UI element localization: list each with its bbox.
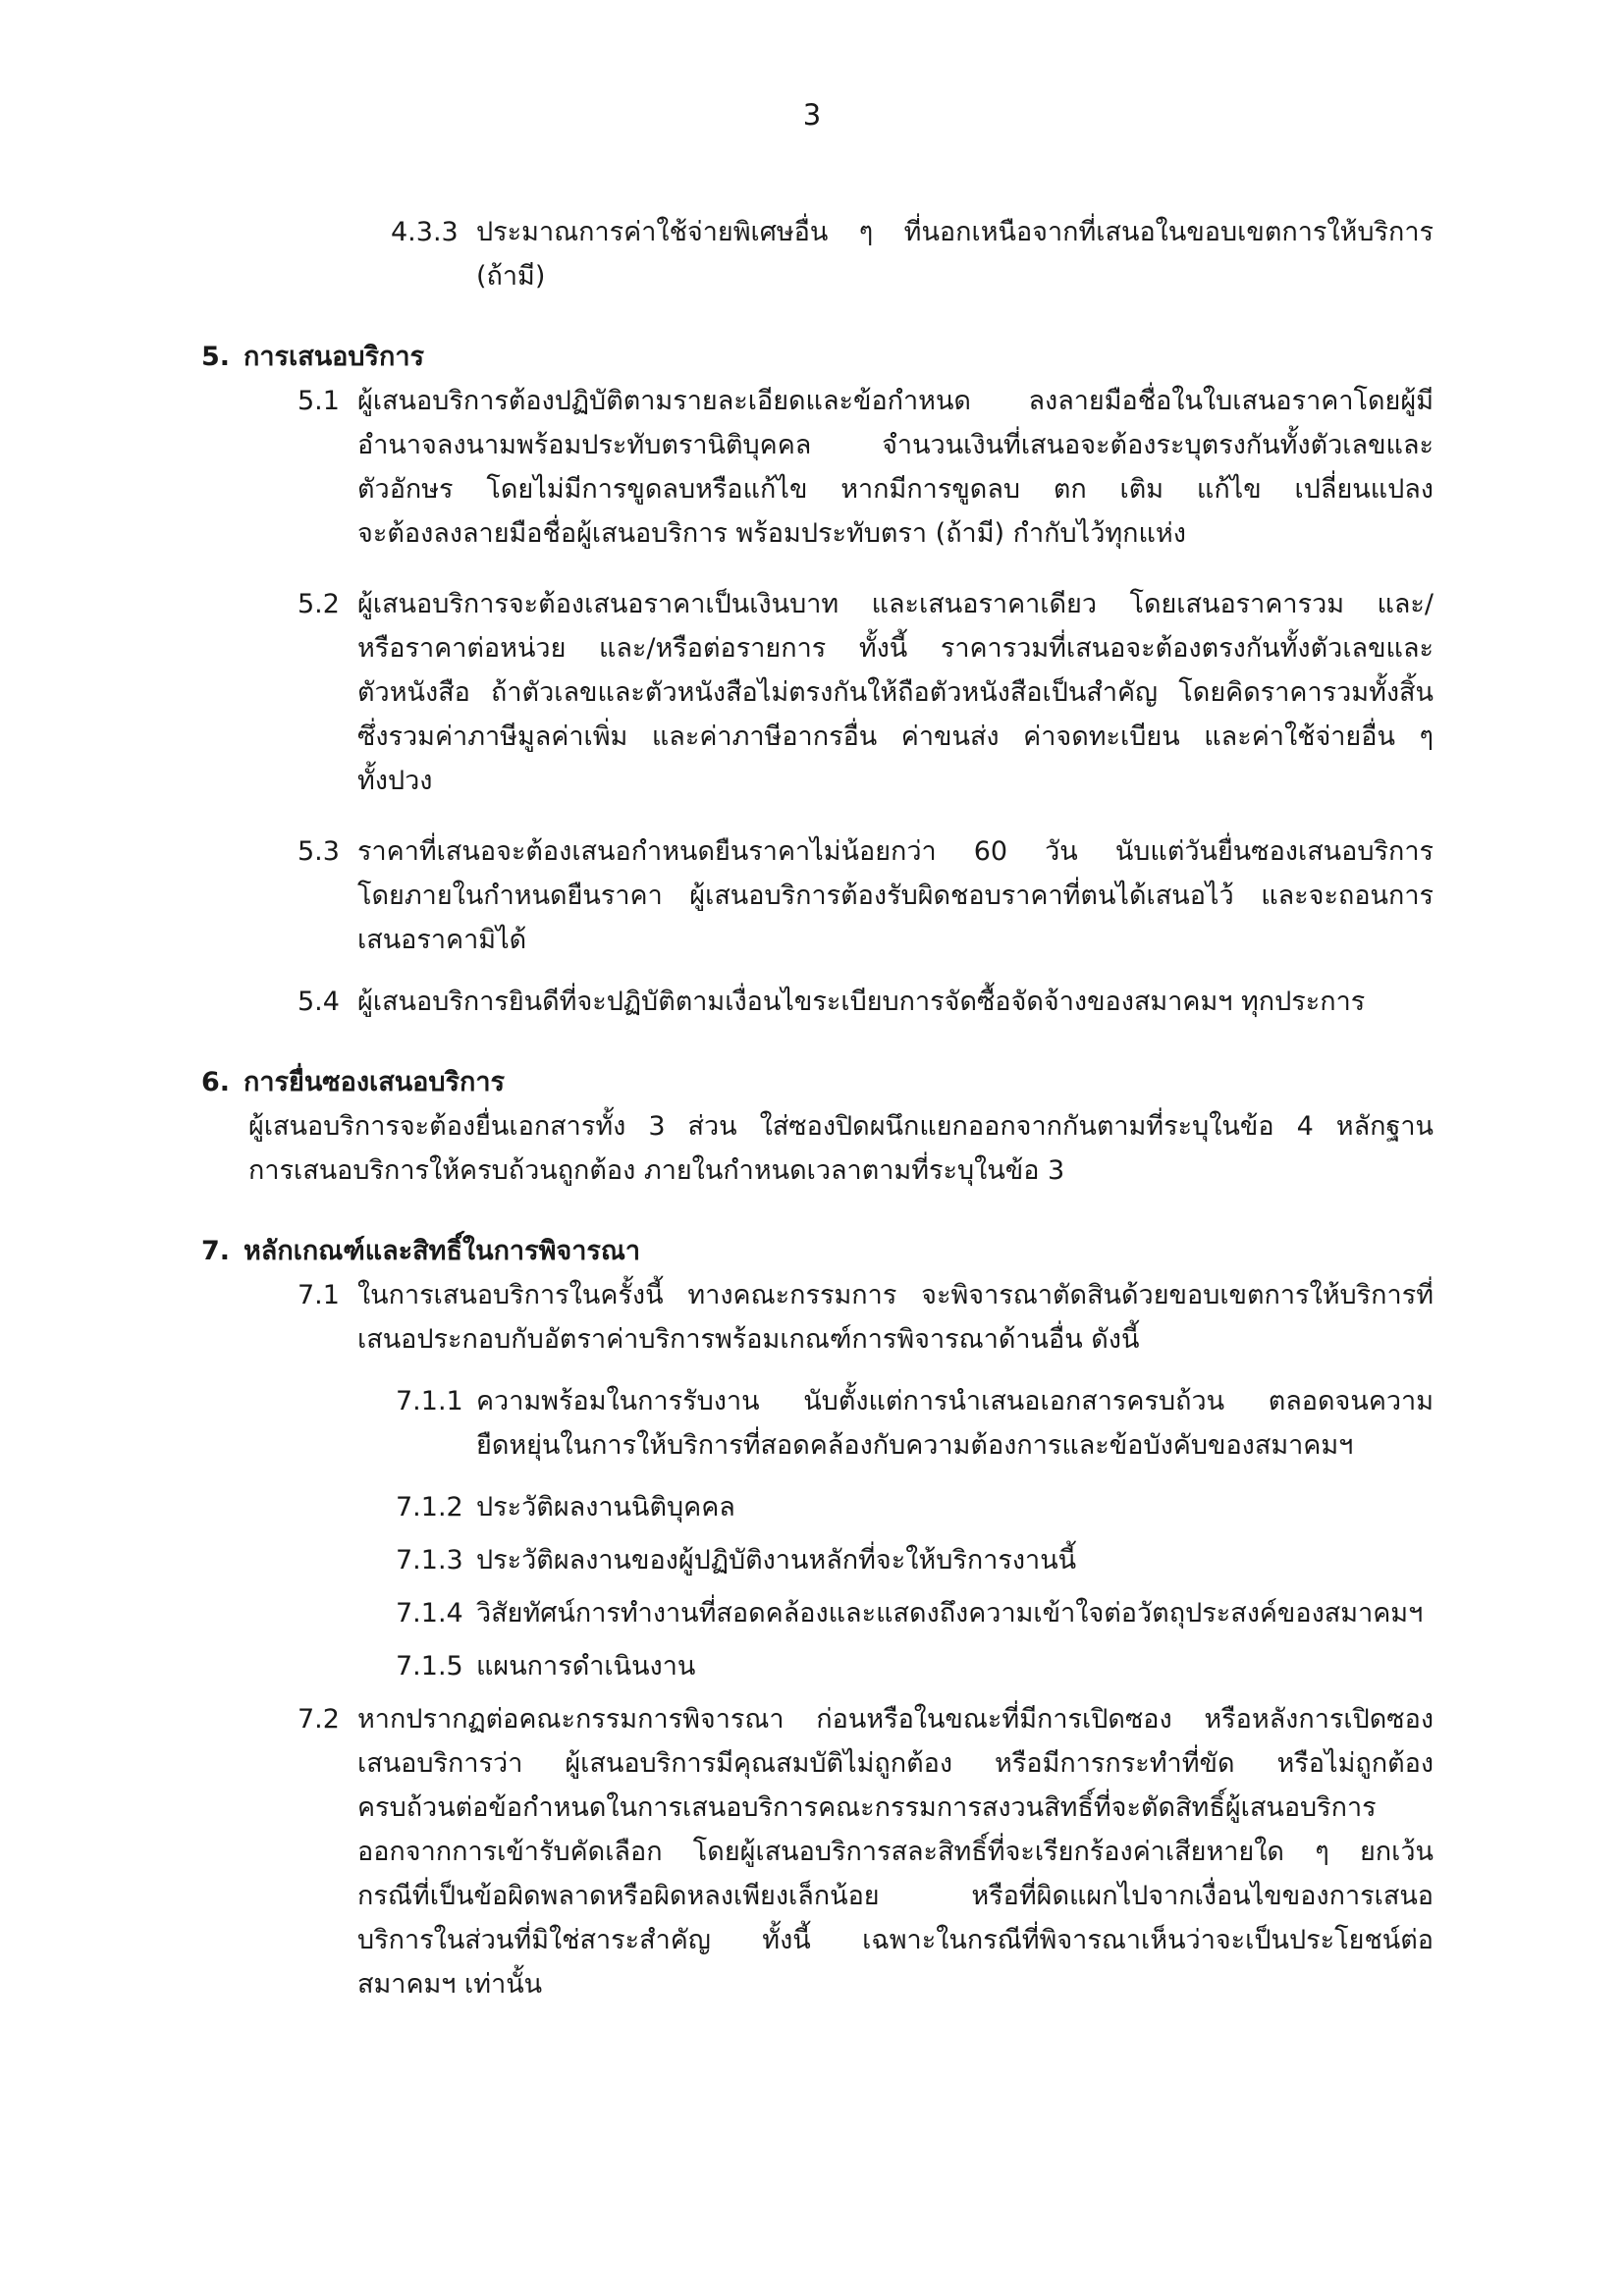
item-line: ออกจากการเข้ารับคัดเลือก โดยผู้เสนอบริการสละสิทธิ์ที่จะเรียกร้องค่าเสียหายใด ๆ ยกเว้น: [357, 1837, 1434, 1867]
item-line: ประมาณการค่าใช้จ่ายพิเศษอื่น ๆ ที่นอกเหนือจากที่เสนอในขอบเขตการให้บริการ: [476, 217, 1434, 247]
subitem-line: ประวัติผลงานนิติบุคคล: [476, 1492, 735, 1522]
item-line: ซึ่งรวมค่าภาษีมูลค่าเพิ่ม และค่าภาษีอากรอื่น ค่าขนส่ง ค่าจดทะเบียน และค่าใช้จ่ายอื่น ๆ: [357, 721, 1434, 752]
item-line: กรณีที่เป็นข้อผิดพลาดหรือผิดหลงเพียงเล็กน้อย หรือที่ผิดแผกไปจากเงื่อนไขของการเสนอ: [357, 1881, 1434, 1911]
item-line: หรือราคาต่อหน่วย และ/หรือต่อรายการ ทั้งนี้ ราคารวมที่เสนอจะต้องตรงกันทั้งตัวเลขและ: [357, 633, 1434, 664]
section-title: การยื่นซองเสนอบริการ: [244, 1067, 506, 1097]
subitem-number: 7.1.3: [396, 1545, 463, 1575]
item-line: (ถ้ามี): [476, 261, 546, 292]
section-line: การเสนอบริการให้ครบถ้วนถูกต้อง ภายในกำหนดเวลาตามที่ระบุในข้อ 3: [248, 1155, 1065, 1186]
item-line: จะต้องลงลายมือชื่อผู้เสนอบริการ พร้อมประทับตรา (ถ้ามี) กำกับไว้ทุกแห่ง: [357, 518, 1186, 549]
item-line: ทั้งปวง: [357, 766, 433, 796]
section-title: หลักเกณฑ์และสิทธิ์ในการพิจารณา: [244, 1236, 641, 1266]
item-line: โดยภายในกำหนดยืนราคา ผู้เสนอบริการต้องรับผิดชอบราคาที่ตนได้เสนอไว้ และจะถอนการ: [357, 881, 1434, 911]
subitem-number: 7.1.2: [396, 1492, 463, 1522]
item-number: 4.3.3: [391, 217, 459, 247]
item-line: เสนอบริการว่า ผู้เสนอบริการมีคุณสมบัติไม่ถูกต้อง หรือมีการกระทำที่ขัด หรือไม่ถูกต้อง: [357, 1748, 1434, 1779]
item-line: ผู้เสนอบริการยินดีที่จะปฏิบัติตามเงื่อนไขระเบียบการจัดซื้อจัดจ้างของสมาคมฯ ทุกประการ: [357, 987, 1366, 1017]
item-number: 5.2: [298, 589, 340, 619]
item-line: เสนอราคามิได้: [357, 925, 527, 955]
item-line: ราคาที่เสนอจะต้องเสนอกำหนดยืนราคาไม่น้อยกว่า 60 วัน นับแต่วันยื่นซองเสนอบริการ: [357, 836, 1434, 867]
item-line: ครบถ้วนต่อข้อกำหนดในการเสนอบริการคณะกรรมการสงวนสิทธิ์ที่จะตัดสิทธิ์ผู้เสนอบริการ: [357, 1792, 1377, 1823]
section-number: 6.: [201, 1067, 231, 1097]
section-number: 5.: [201, 342, 231, 372]
item-number: 5.1: [298, 386, 340, 416]
item-line: ตัวอักษร โดยไม่มีการขูดลบหรือแก้ไข หากมีการขูดลบ ตก เติม แก้ไข เปลี่ยนแปลง: [357, 474, 1434, 505]
item-line: อำนาจลงนามพร้อมประทับตรานิติบุคคล จำนวนเงินที่เสนอจะต้องระบุตรงกันทั้งตัวเลขและ: [357, 430, 1434, 460]
item-line: ผู้เสนอบริการจะต้องเสนอราคาเป็นเงินบาท และเสนอราคาเดียว โดยเสนอราคารวม และ/: [357, 589, 1434, 619]
subitem-line: ประวัติผลงานของผู้ปฏิบัติงานหลักที่จะให้บริการงานนี้: [476, 1545, 1077, 1575]
section-line: ผู้เสนอบริการจะต้องยื่นเอกสารทั้ง 3 ส่วน ใส่ซองปิดผนึกแยกออกจากกันตามที่ระบุในข้อ 4 หลักฐาน: [248, 1111, 1434, 1142]
item-line: ในการเสนอบริการในครั้งนี้ ทางคณะกรรมการ จะพิจารณาตัดสินด้วยขอบเขตการให้บริการที่: [357, 1280, 1434, 1310]
subitem-line: วิสัยทัศน์การทำงานที่สอดคล้องและแสดงถึงความเข้าใจต่อวัตถุประสงค์ของสมาคมฯ: [476, 1598, 1424, 1629]
item-line: ผู้เสนอบริการต้องปฏิบัติตามรายละเอียดและข้อกำหนด ลงลายมือชื่อในใบเสนอราคาโดยผู้มี: [357, 386, 1434, 416]
page-number: 3: [802, 98, 822, 132]
item-number: 7.1: [298, 1280, 340, 1310]
item-line: เสนอประกอบกับอัตราค่าบริการพร้อมเกณฑ์การพิจารณาด้านอื่น ดังนี้: [357, 1324, 1140, 1355]
subitem-line: ความพร้อมในการรับงาน นับตั้งแต่การนำเสนอเอกสารครบถ้วน ตลอดจนความ: [476, 1386, 1434, 1416]
item-line: บริการในส่วนที่มิใช่สาระสำคัญ ทั้งนี้ เฉพาะในกรณีที่พิจารณาเห็นว่าจะเป็นประโยชน์ต่อ: [357, 1925, 1434, 1955]
subitem-line: ยืดหยุ่นในการให้บริการที่สอดคล้องกับความต้องการและข้อบังคับของสมาคมฯ: [476, 1430, 1354, 1461]
item-line: หากปรากฏต่อคณะกรรมการพิจารณา ก่อนหรือในขณะที่มีการเปิดซอง หรือหลังการเปิดซอง: [357, 1704, 1434, 1735]
section-number: 7.: [201, 1236, 231, 1266]
item-number: 5.4: [298, 987, 340, 1017]
item-line: ตัวหนังสือ ถ้าตัวเลขและตัวหนังสือไม่ตรงกันให้ถือตัวหนังสือเป็นสำคัญ โดยคิดราคารวมทั้งสิ้น: [357, 677, 1434, 708]
item-line: สมาคมฯ เท่านั้น: [357, 1969, 543, 2000]
subitem-number: 7.1.4: [396, 1598, 463, 1629]
subitem-number: 7.1.1: [396, 1386, 463, 1416]
section-title: การเสนอบริการ: [244, 342, 425, 372]
subitem-line: แผนการดำเนินงาน: [476, 1651, 696, 1682]
item-number: 5.3: [298, 836, 340, 867]
item-number: 7.2: [298, 1704, 340, 1735]
subitem-number: 7.1.5: [396, 1651, 463, 1682]
